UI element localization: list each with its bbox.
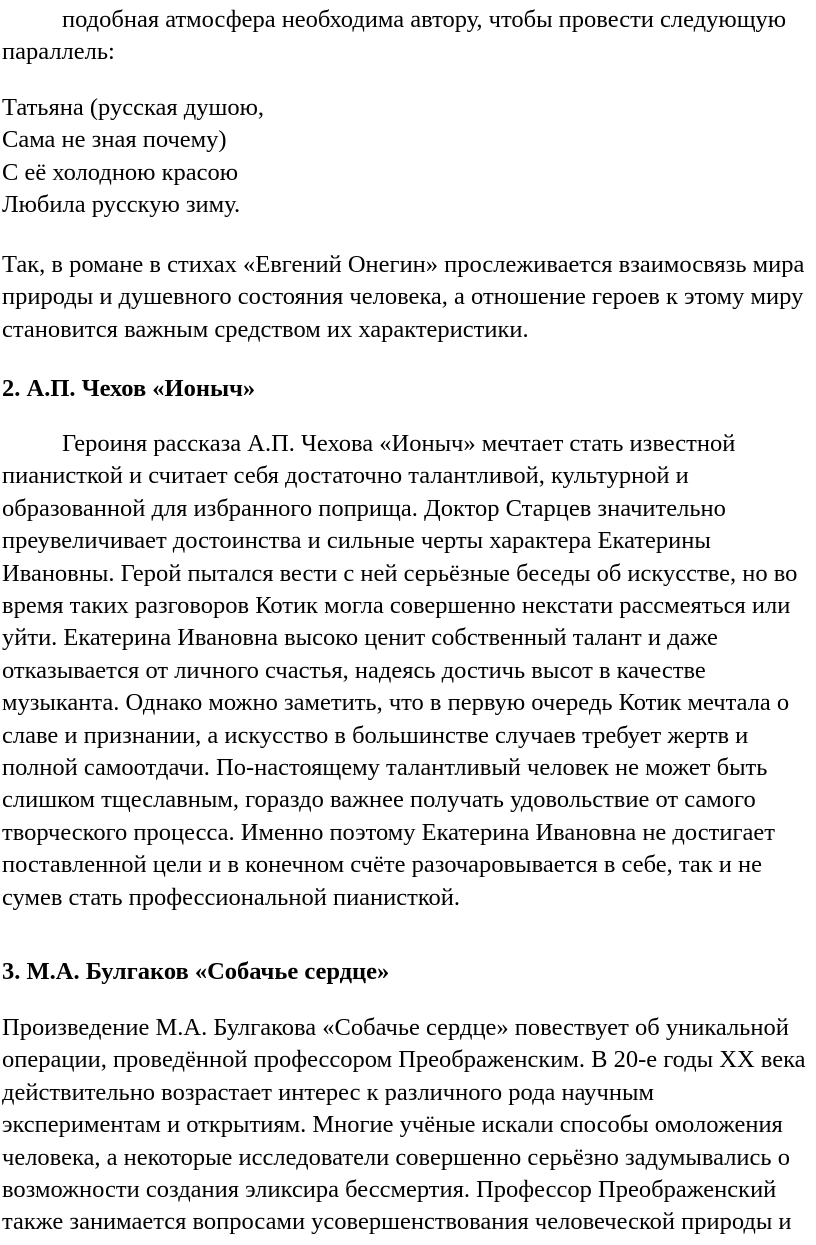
text-line: возможности создания эликсира бессмертия. Профессор Преображенский [2, 1176, 777, 1204]
text-line: Так, в романе в стихах «Евгений Онегин» прослеживается взаимосвязь мира [2, 251, 805, 278]
text-line: Произведение М.А. Булгакова «Собачье сердце» повествует об уникальной [2, 1014, 789, 1041]
text-line: операции, проведённой профессором Преображенским. В 20-е годы XX века [2, 1046, 806, 1074]
text-line: славе и признании, а искусство в большинстве случаев требует жертв и [2, 721, 749, 749]
poem-line: Любила русскую зиму. [2, 191, 241, 219]
conclusion-paragraph [2, 249, 812, 346]
text-line: природы и душевного состояния человека, а отношение героев к этому миру [2, 283, 804, 311]
text-line: отказывается от личного счастья, надеясь достичь высот в качестве [2, 656, 706, 684]
text-line: Героиня рассказа А.П. Чехова «Ионыч» мечтает стать известной [62, 430, 736, 457]
text-line: человека, а некоторые исследователи совершенно серьёзно задумывались о [2, 1143, 790, 1171]
poem-line: С её холодною красою [2, 158, 239, 186]
text-line: уйти. Екатерина Ивановна высоко ценит собственный талант и даже [2, 624, 718, 652]
intro-paragraph [2, 4, 812, 69]
text-line: также занимается вопросами усовершенствования человеческой природы и [2, 1208, 792, 1236]
text-line: подобная атмосфера необходима автору, чтобы провести следующую [62, 6, 787, 33]
text-line: пианисткой и считает себя достаточно талантливой, культурной и [2, 462, 689, 490]
text-line: творческого процесса. Именно поэтому Екатерина Ивановна не достигает [2, 818, 775, 846]
text-line: сумев стать профессиональной пианисткой. [2, 883, 460, 911]
poem-line: Татьяна (русская душою, [2, 94, 264, 121]
text-line: преувеличивает достоинства и сильные черты характера Екатерины [2, 527, 711, 555]
text-line: параллель: [2, 38, 115, 66]
text-line: полной самоотдачи. По-настоящему талантливый человек не может быть [2, 754, 768, 782]
text-line: время таких разговоров Котик могла совершенно некстати рассмеяться или [2, 592, 791, 620]
text-line: становится важным средством их характеристики. [2, 315, 529, 343]
text-line: действительно возрастает интерес к различного рода научным [2, 1078, 654, 1106]
poem-stanza [2, 92, 812, 222]
text-line: образованной для избранного поприща. Доктор Старцев значительно [2, 494, 726, 522]
section-3-paragraph [2, 1012, 812, 1239]
text-line: экспериментам и открытиям. Многие учёные искали способы омоложения [2, 1111, 783, 1139]
poem-line: Сама не зная почему) [2, 126, 227, 154]
section-3-heading: 3. М.А. Булгаков «Собачье сердце» [2, 958, 390, 985]
text-line: слишком тщеславным, гораздо важнее получать удовольствие от самого [2, 786, 756, 814]
text-line: музыканта. Однако можно заметить, что в первую очередь Котик мечтала о [2, 689, 790, 717]
text-line: Ивановны. Герой пытался вести с ней серьёзные беседы об искусстве, но во [2, 559, 798, 587]
text-line: поставленной цели и в конечном счёте разочаровывается в себе, так и не [2, 851, 762, 879]
section-2-paragraph [2, 428, 812, 914]
section-2-heading: 2. А.П. Чехов «Ионыч» [2, 375, 256, 402]
